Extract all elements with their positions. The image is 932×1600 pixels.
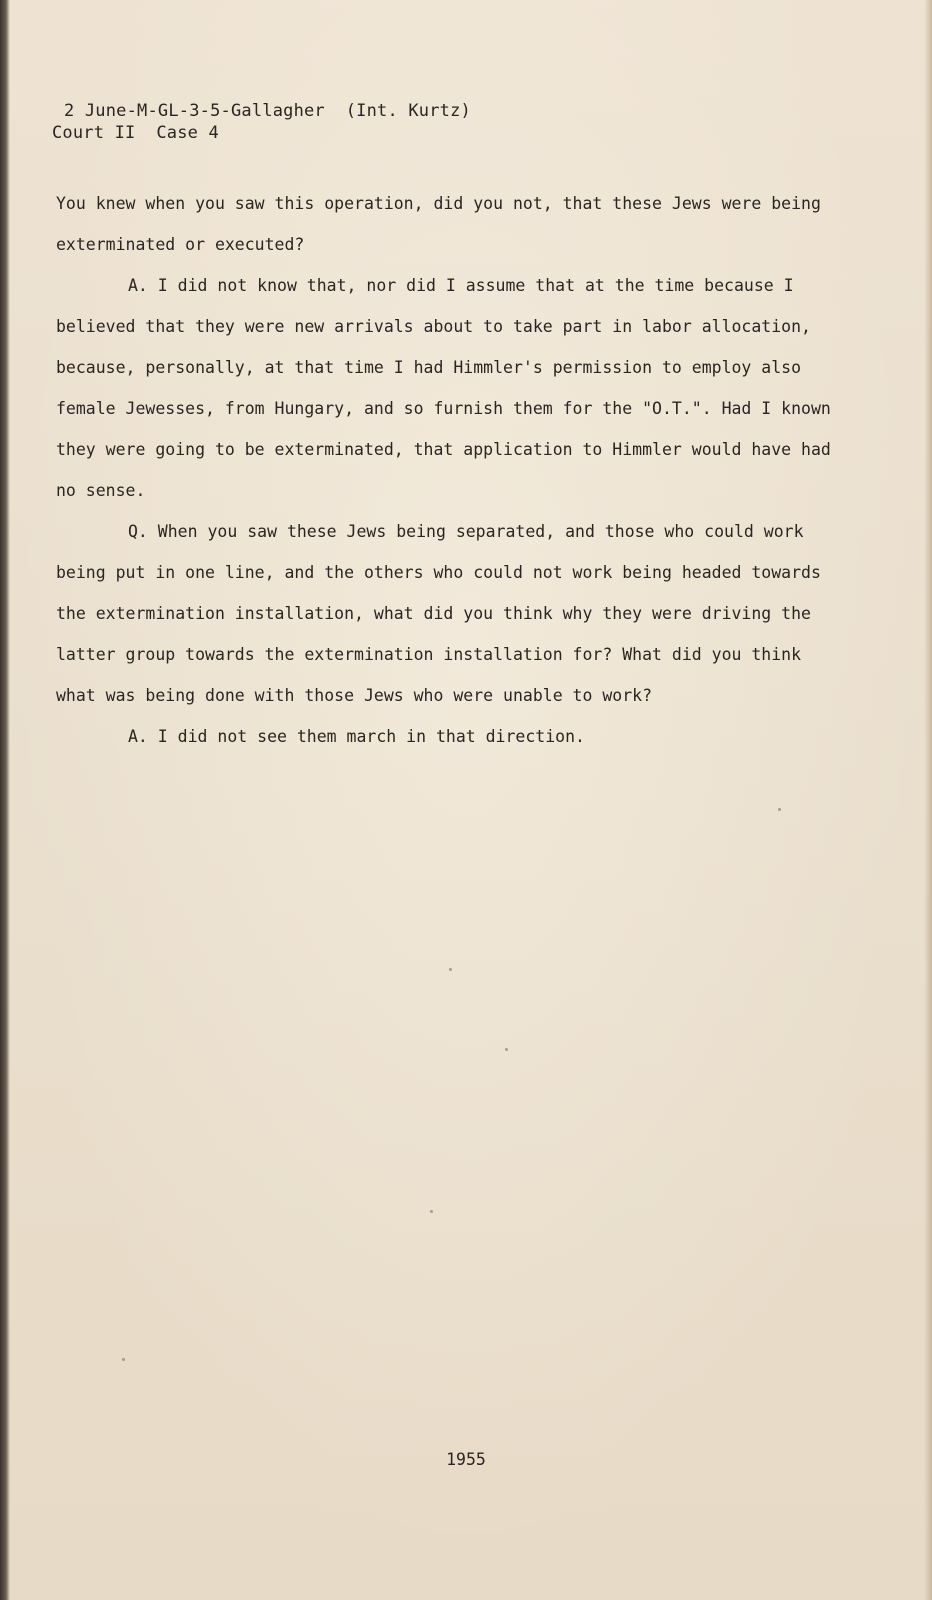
paper-speck	[430, 1210, 433, 1213]
header-session-line: 2 June-M-GL-3-5-Gallagher (Int. Kurtz)	[64, 101, 471, 121]
scan-edge-left	[0, 0, 10, 1600]
document-header	[52, 100, 471, 144]
answer-paragraph: A. I did not see them march in that direction.	[128, 727, 585, 746]
header-court-line: Court II Case 4	[52, 123, 219, 143]
question-paragraph: You knew when you saw this operation, did you not, that these Jews were being exterminated or executed?	[56, 194, 821, 254]
question-paragraph: Q. When you saw these Jews being separated, and those who could work being put in one line, and the others who could not work being headed towards the extermination installation, what did you think why they were driving the latter group towards the extermination installation for? What did you think what was being done with those Jews who were unable to work?	[56, 522, 821, 705]
scan-edge-right	[924, 0, 932, 1600]
page-number: 1955	[446, 1450, 486, 1469]
paper-speck	[449, 968, 452, 971]
answer-paragraph: A. I did not know that, nor did I assume that at the time because I believed that they were new arrivals about to take part in labor allocation, because, personally, at that time I had Himmler's permission to employ also female Jewesses, from Hungary, and so furnish them for the "O.T.". Had I known they were going to be exterminated, that application to Himmler would have had no sense.	[56, 276, 831, 500]
paper-speck	[778, 808, 781, 811]
paper-speck	[505, 1048, 508, 1051]
paper-speck	[122, 1358, 125, 1361]
transcript-body	[56, 183, 836, 757]
